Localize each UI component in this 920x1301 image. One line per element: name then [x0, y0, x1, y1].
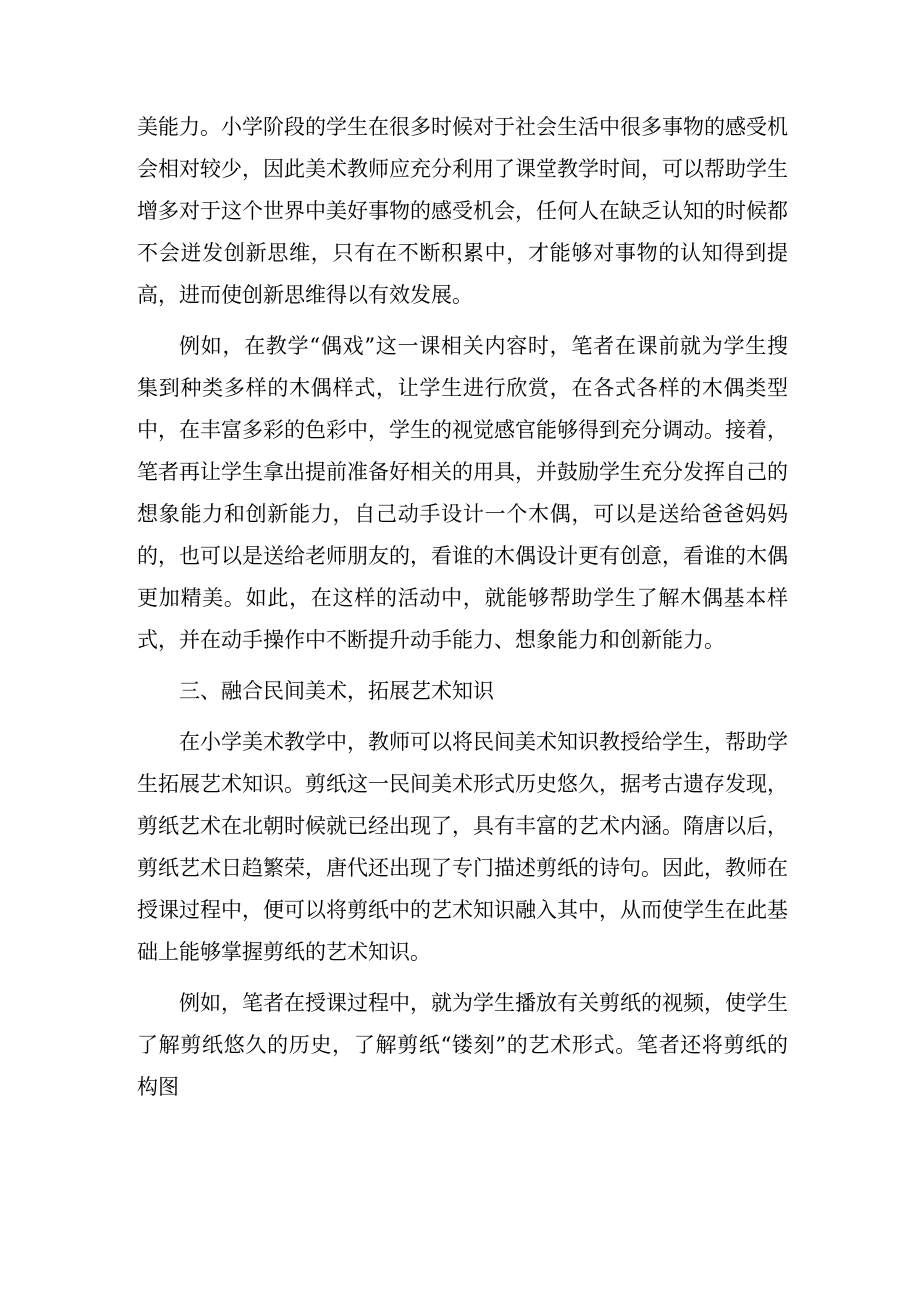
section-heading: 三、融合民间美术，拓展艺术知识 — [179, 679, 494, 703]
body-paragraph: 在小学美术教学中，教师可以将民间美术知识教授给学生，帮助学生拓展艺术知识。剪纸这一民间美术形式历史悠久，据考古遗存发现，剪纸艺术在北朝时候就已经出现了，具有丰富的艺术内涵。隋唐以后，剪纸艺术日趋繁荣，唐代还出现了专门描述剪纸的诗句。因此，教师在授课过程中，便可以将剪纸中的艺术知识融入其中，从而使学生在此基础上能够掌握剪纸的艺术知识。 — [137, 730, 788, 964]
body-paragraph: 例如，在教学“偶戏”这一课相关内容时，笔者在课前就为学生搜集到种类多样的木偶样式，让学生进行欣赏，在各式各样的木偶类型中，在丰富多彩的色彩中，学生的视觉感官能够得到充分调动。接着，笔者再让学生拿出提前准备好相关的用具，并鼓励学生充分发挥自己的想象能力和创新能力，自己动手设计一个木偶，可以是送给爸爸妈妈的，也可以是送给老师朋友的，看谁的木偶设计更有创意，看谁的木偶更加精美。如此，在这样的活动中，就能够帮助学生了解木偶基本样式，并在动手操作中不断提升动手能力、想象能力和创新能力。 — [137, 334, 788, 652]
body-paragraph: 美能力。小学阶段的学生在很多时候对于社会生活中很多事物的感受机会相对较少，因此美术教师应充分利用了课堂教学时间，可以帮助学生增多对于这个世界中美好事物的感受机会，任何人在缺乏认知的时候都不会迸发创新思维，只有在不断积累中，才能够对事物的认知得到提高，进而使创新思维得以有效发展。 — [137, 115, 788, 307]
body-paragraph: 例如，笔者在授课过程中，就为学生播放有关剪纸的视频，使学生了解剪纸悠久的历史，了解剪纸“镂刻”的艺术形式。笔者还将剪纸的构图 — [137, 991, 788, 1099]
